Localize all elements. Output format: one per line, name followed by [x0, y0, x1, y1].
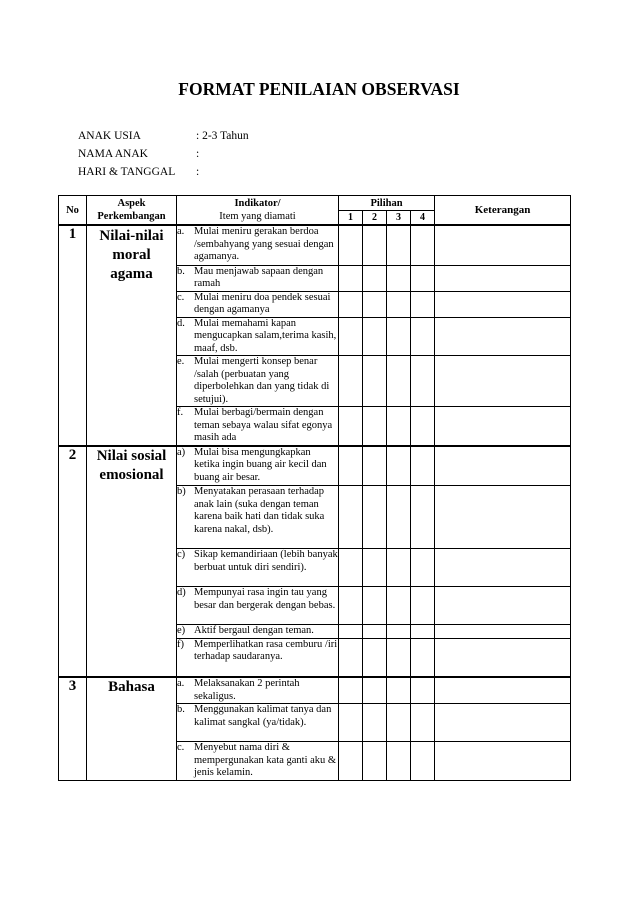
pilihan-cell-3[interactable] — [387, 356, 411, 407]
indicator-item — [177, 486, 338, 536]
pilihan-cell-1[interactable] — [339, 677, 363, 704]
meta-label: NAMA ANAK — [78, 148, 148, 160]
indicator-marker: c) — [177, 549, 186, 560]
meta-row-tanggal — [78, 166, 199, 178]
pilihan-cell-1[interactable] — [339, 317, 363, 356]
indicator-text: Mau menjawab sapaan dengan ramah — [194, 265, 324, 289]
indicator-text: Mulai mengerti konsep benar /salah (perbuatan yang diperbolehkan dan yang tidak di setujui). — [194, 356, 330, 405]
pilihan-cell-2[interactable] — [363, 356, 387, 407]
section-aspek: Nilai sosial emosional — [87, 446, 177, 678]
pilihan-cell-2[interactable] — [363, 446, 387, 486]
indicator-text: Mulai berbagi/bermain dengan teman sebaya walau sifat egonya masih ada — [194, 407, 333, 443]
pilihan-cell-1[interactable] — [339, 356, 363, 407]
keterangan-cell[interactable] — [435, 486, 571, 549]
pilihan-cell-4[interactable] — [411, 625, 435, 639]
indicator-item — [177, 704, 338, 729]
pilihan-cell-1[interactable] — [339, 704, 363, 742]
indicator-marker: f) — [177, 638, 184, 650]
pilihan-cell-4[interactable] — [411, 486, 435, 549]
indicator-text: Menyebut nama diri & mempergunakan kata ganti aku & jenis kelamin. — [194, 742, 337, 778]
indicator-item — [177, 318, 338, 356]
indicator-text: Mulai memahami kapan mengucapkan salam,terima kasih, maaf, dsb. — [194, 317, 337, 354]
header-indikator-line2: Item yang diamati — [219, 211, 296, 222]
indicator-item — [177, 356, 338, 406]
pilihan-cell-4[interactable] — [411, 638, 435, 677]
indicator-item — [177, 407, 338, 445]
indicator-cell — [177, 704, 339, 742]
pilihan-cell-3[interactable] — [387, 265, 411, 291]
pilihan-cell-3[interactable] — [387, 625, 411, 639]
pilihan-cell-4[interactable] — [411, 317, 435, 356]
indicator-text: Mulai meniru doa pendek sesuai dengan agamanya — [194, 291, 331, 315]
indicator-text: Menggunakan kalimat tanya dan kalimat sangkal (ya/tidak). — [194, 704, 332, 728]
indicator-item — [177, 447, 338, 485]
pilihan-cell-4[interactable] — [411, 291, 435, 317]
pilihan-cell-2[interactable] — [363, 704, 387, 742]
meta-value: : — [196, 166, 200, 178]
indicator-cell — [177, 407, 339, 446]
header-aspek — [87, 196, 177, 226]
pilihan-cell-2[interactable] — [363, 407, 387, 446]
pilihan-cell-1[interactable] — [339, 225, 363, 265]
keterangan-cell[interactable] — [435, 704, 571, 742]
indicator-text: Mempunyai rasa ingin tau yang besar dan bergerak dengan bebas. — [194, 587, 336, 611]
pilihan-cell-4[interactable] — [411, 587, 435, 625]
meta-row-usia — [78, 130, 249, 142]
meta-value: : 2-3 Tahun — [196, 130, 249, 142]
section-aspek: Nilai-nilai moral agama — [87, 225, 177, 446]
pilihan-cell-2[interactable] — [363, 742, 387, 781]
keterangan-cell[interactable] — [435, 317, 571, 356]
section-number: 3 — [59, 677, 87, 780]
keterangan-cell[interactable] — [435, 742, 571, 781]
pilihan-cell-4[interactable] — [411, 446, 435, 486]
indicator-cell — [177, 356, 339, 407]
header-pilihan: Pilihan — [339, 196, 435, 211]
pilihan-cell-1[interactable] — [339, 407, 363, 446]
pilihan-cell-4[interactable] — [411, 549, 435, 587]
indicator-item — [177, 226, 338, 264]
pilihan-cell-2[interactable] — [363, 265, 387, 291]
indicator-marker: d. — [177, 317, 185, 329]
pilihan-cell-2[interactable] — [363, 486, 387, 549]
header-pilihan-3: 3 — [387, 211, 411, 226]
pilihan-cell-1[interactable] — [339, 742, 363, 781]
header-pilihan-1: 1 — [339, 211, 363, 226]
pilihan-cell-3[interactable] — [387, 587, 411, 625]
pilihan-cell-3[interactable] — [387, 677, 411, 704]
pilihan-cell-3[interactable] — [387, 291, 411, 317]
indicator-cell — [177, 446, 339, 486]
keterangan-cell[interactable] — [435, 549, 571, 587]
indicator-text: Sikap kemandiriaan (lebih banyak berbuat untuk diri sendiri). — [194, 549, 338, 573]
indicator-text: Mulai meniru gerakan berdoa /sembahyang yang sesuai dengan agamanya. — [194, 226, 334, 262]
header-pilihan-4: 4 — [411, 211, 435, 226]
meta-label: HARI & TANGGAL — [78, 166, 176, 178]
indicator-cell — [177, 486, 339, 549]
indicator-marker: f. — [177, 407, 184, 418]
indicator-cell — [177, 625, 339, 639]
indicator-item — [177, 549, 338, 574]
observation-table — [58, 195, 571, 781]
indicator-text: Mulai bisa mengungkapkan ketika ingin buang air kecil dan buang air besar. — [194, 446, 327, 483]
pilihan-cell-2[interactable] — [363, 625, 387, 639]
keterangan-cell[interactable] — [435, 625, 571, 639]
keterangan-cell[interactable] — [435, 446, 571, 486]
pilihan-cell-3[interactable] — [387, 486, 411, 549]
indicator-marker: b. — [177, 265, 185, 277]
pilihan-cell-4[interactable] — [411, 225, 435, 265]
pilihan-cell-1[interactable] — [339, 587, 363, 625]
meta-label: ANAK USIA — [78, 130, 141, 142]
indicator-text: Menyatakan perasaan terhadap anak lain (suka dengan teman karena baik hati dan tidak suka karena nakal, dsb). — [194, 486, 325, 535]
table-body — [59, 225, 571, 780]
header-aspek-line1: Aspek — [117, 198, 146, 209]
indicator-marker: c. — [177, 291, 185, 303]
pilihan-cell-2[interactable] — [363, 317, 387, 356]
indicator-cell — [177, 677, 339, 704]
section-number: 1 — [59, 225, 87, 446]
section-aspek: Bahasa — [87, 677, 177, 780]
indicator-cell — [177, 742, 339, 781]
pilihan-cell-3[interactable] — [387, 225, 411, 265]
keterangan-cell[interactable] — [435, 356, 571, 407]
keterangan-cell[interactable] — [435, 407, 571, 446]
indicator-cell — [177, 291, 339, 317]
indicator-marker: e) — [177, 625, 186, 636]
indicator-cell — [177, 265, 339, 291]
pilihan-cell-2[interactable] — [363, 549, 387, 587]
keterangan-cell[interactable] — [435, 291, 571, 317]
pilihan-cell-2[interactable] — [363, 677, 387, 704]
pilihan-cell-1[interactable] — [339, 486, 363, 549]
header-indikator-line1: Indikator/ — [234, 198, 281, 209]
indicator-text: Memperlihatkan rasa cemburu /iri terhadap saudaranya. — [194, 638, 338, 662]
indicator-text: Melaksanakan 2 perintah sekaligus. — [194, 678, 300, 702]
pilihan-cell-2[interactable] — [363, 638, 387, 677]
meta-value: : — [196, 148, 200, 160]
keterangan-cell[interactable] — [435, 638, 571, 677]
indicator-item — [177, 266, 338, 291]
pilihan-cell-3[interactable] — [387, 317, 411, 356]
pilihan-cell-4[interactable] — [411, 742, 435, 781]
indicator-item — [177, 678, 338, 703]
header-indikator — [177, 196, 339, 226]
pilihan-cell-1[interactable] — [339, 446, 363, 486]
indicator-item — [177, 742, 338, 780]
pilihan-cell-4[interactable] — [411, 677, 435, 704]
indicator-marker: b) — [177, 486, 186, 497]
indicator-text: Aktif bergaul dengan teman. — [194, 625, 314, 636]
indicator-item — [177, 587, 338, 612]
header-keterangan: Keterangan — [435, 196, 571, 226]
indicator-marker: a. — [177, 226, 185, 237]
pilihan-cell-1[interactable] — [339, 291, 363, 317]
keterangan-cell[interactable] — [435, 265, 571, 291]
table-row — [59, 677, 571, 704]
keterangan-cell[interactable] — [435, 677, 571, 704]
indicator-marker: b. — [177, 704, 185, 715]
indicator-marker: c. — [177, 742, 185, 753]
pilihan-cell-4[interactable] — [411, 265, 435, 291]
pilihan-cell-1[interactable] — [339, 638, 363, 677]
indicator-marker: e. — [177, 356, 185, 367]
pilihan-cell-1[interactable] — [339, 625, 363, 639]
header-no: No — [59, 196, 87, 226]
pilihan-cell-3[interactable] — [387, 742, 411, 781]
pilihan-cell-3[interactable] — [387, 638, 411, 677]
pilihan-cell-3[interactable] — [387, 704, 411, 742]
indicator-cell — [177, 587, 339, 625]
table-row — [59, 225, 571, 265]
indicator-cell — [177, 225, 339, 265]
header-pilihan-2: 2 — [363, 211, 387, 226]
indicator-item — [177, 639, 338, 664]
pilihan-cell-2[interactable] — [363, 587, 387, 625]
pilihan-cell-4[interactable] — [411, 704, 435, 742]
indicator-marker: a) — [177, 446, 186, 458]
indicator-cell — [177, 317, 339, 356]
table-row — [59, 446, 571, 486]
keterangan-cell[interactable] — [435, 225, 571, 265]
indicator-marker: a. — [177, 678, 185, 689]
indicator-item — [177, 625, 338, 638]
pilihan-cell-4[interactable] — [411, 407, 435, 446]
pilihan-cell-2[interactable] — [363, 225, 387, 265]
meta-row-nama — [78, 148, 199, 160]
indicator-cell — [177, 638, 339, 677]
pilihan-cell-3[interactable] — [387, 549, 411, 587]
pilihan-cell-3[interactable] — [387, 446, 411, 486]
indicator-marker: d) — [177, 587, 186, 598]
pilihan-cell-1[interactable] — [339, 549, 363, 587]
pilihan-cell-3[interactable] — [387, 407, 411, 446]
pilihan-cell-4[interactable] — [411, 356, 435, 407]
keterangan-cell[interactable] — [435, 587, 571, 625]
pilihan-cell-1[interactable] — [339, 265, 363, 291]
indicator-item — [177, 292, 338, 317]
indicator-cell — [177, 549, 339, 587]
header-aspek-line2: Perkembangan — [97, 211, 166, 222]
page-title: FORMAT PENILAIAN OBSERVASI — [178, 79, 460, 99]
section-number: 2 — [59, 446, 87, 678]
pilihan-cell-2[interactable] — [363, 291, 387, 317]
